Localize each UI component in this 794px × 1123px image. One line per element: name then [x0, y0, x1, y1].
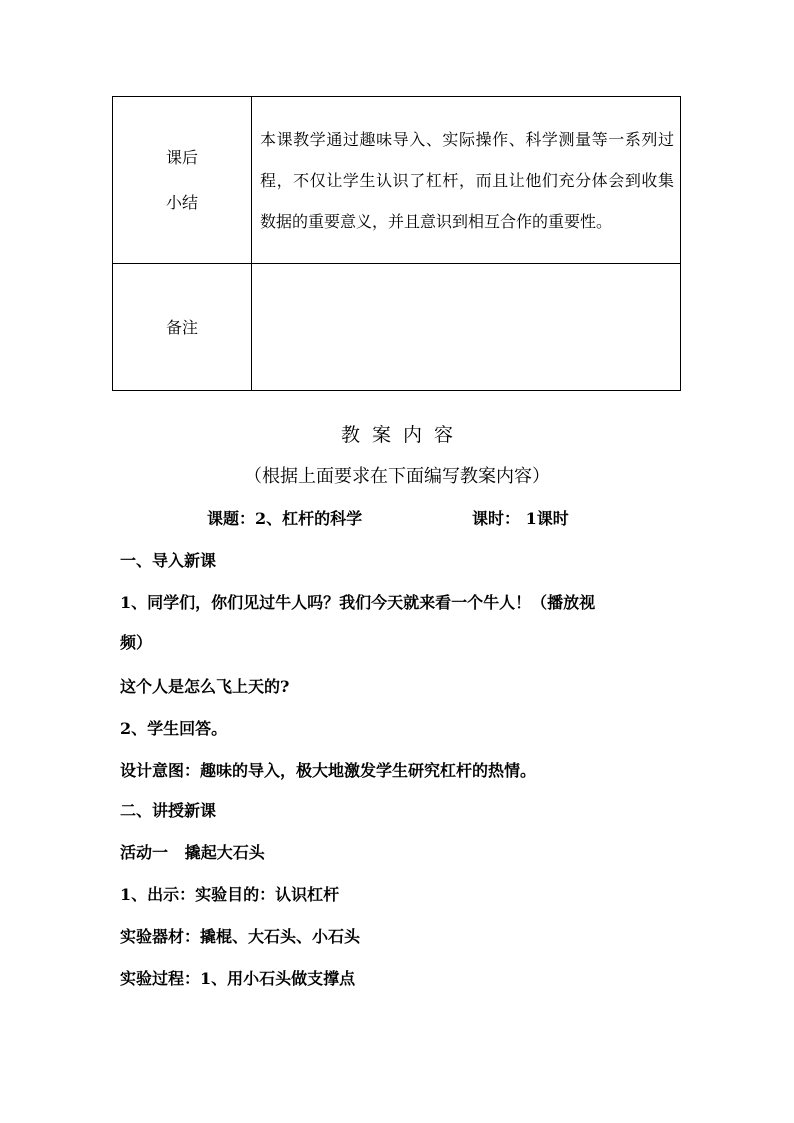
notes-label: 备注	[165, 317, 198, 337]
process-line: 实验过程：1、用小石头做支撑点	[120, 969, 356, 988]
summary-content-cell	[252, 97, 681, 264]
summary-row	[113, 97, 681, 264]
lesson-topic: 课题：2、杠杆的科学	[207, 509, 363, 528]
notes-row	[113, 264, 681, 391]
summary-label-line2: 小结	[165, 193, 198, 212]
question-line: 这个人是怎么飞上天的?	[120, 677, 290, 696]
item1-line1: 1、同学们，你们见过牛人吗？我们今天就来看一个牛人！（播放视	[120, 593, 596, 612]
document-title: 教案内容	[340, 424, 465, 446]
item1-line2: 频）	[120, 633, 153, 652]
design-intent-line: 设计意图：趣味的导入，极大地激发学生研究杠杆的热情。	[120, 761, 537, 780]
notes-label-cell	[113, 264, 252, 391]
section2-heading: 二、讲授新课	[120, 801, 217, 820]
item2-line: 2、学生回答。	[120, 719, 228, 738]
materials-line: 实验器材：撬棍、大石头、小石头	[120, 927, 361, 946]
notes-content-cell	[252, 264, 681, 391]
summary-text: 本课教学通过趣味导入、实际操作、科学测量等一系列过程，不仅让学生认识了杠杆，而且让他们充分体会到收集数据的重要意义，并且意识到相互合作的重要性。	[260, 129, 674, 231]
document-subtitle: （根据上面要求在下面编写教案内容）	[244, 466, 550, 487]
summary-label-line1: 课后	[165, 148, 198, 167]
lesson-hours: 课时： 1课时	[472, 509, 569, 528]
show-purpose-line: 1、出示：实验目的：认识杠杆	[120, 885, 340, 904]
summary-label-cell	[113, 97, 252, 264]
activity1-line: 活动一 撬起大石头	[120, 843, 265, 862]
lesson-summary-table	[112, 96, 681, 391]
section1-heading: 一、导入新课	[120, 551, 217, 570]
